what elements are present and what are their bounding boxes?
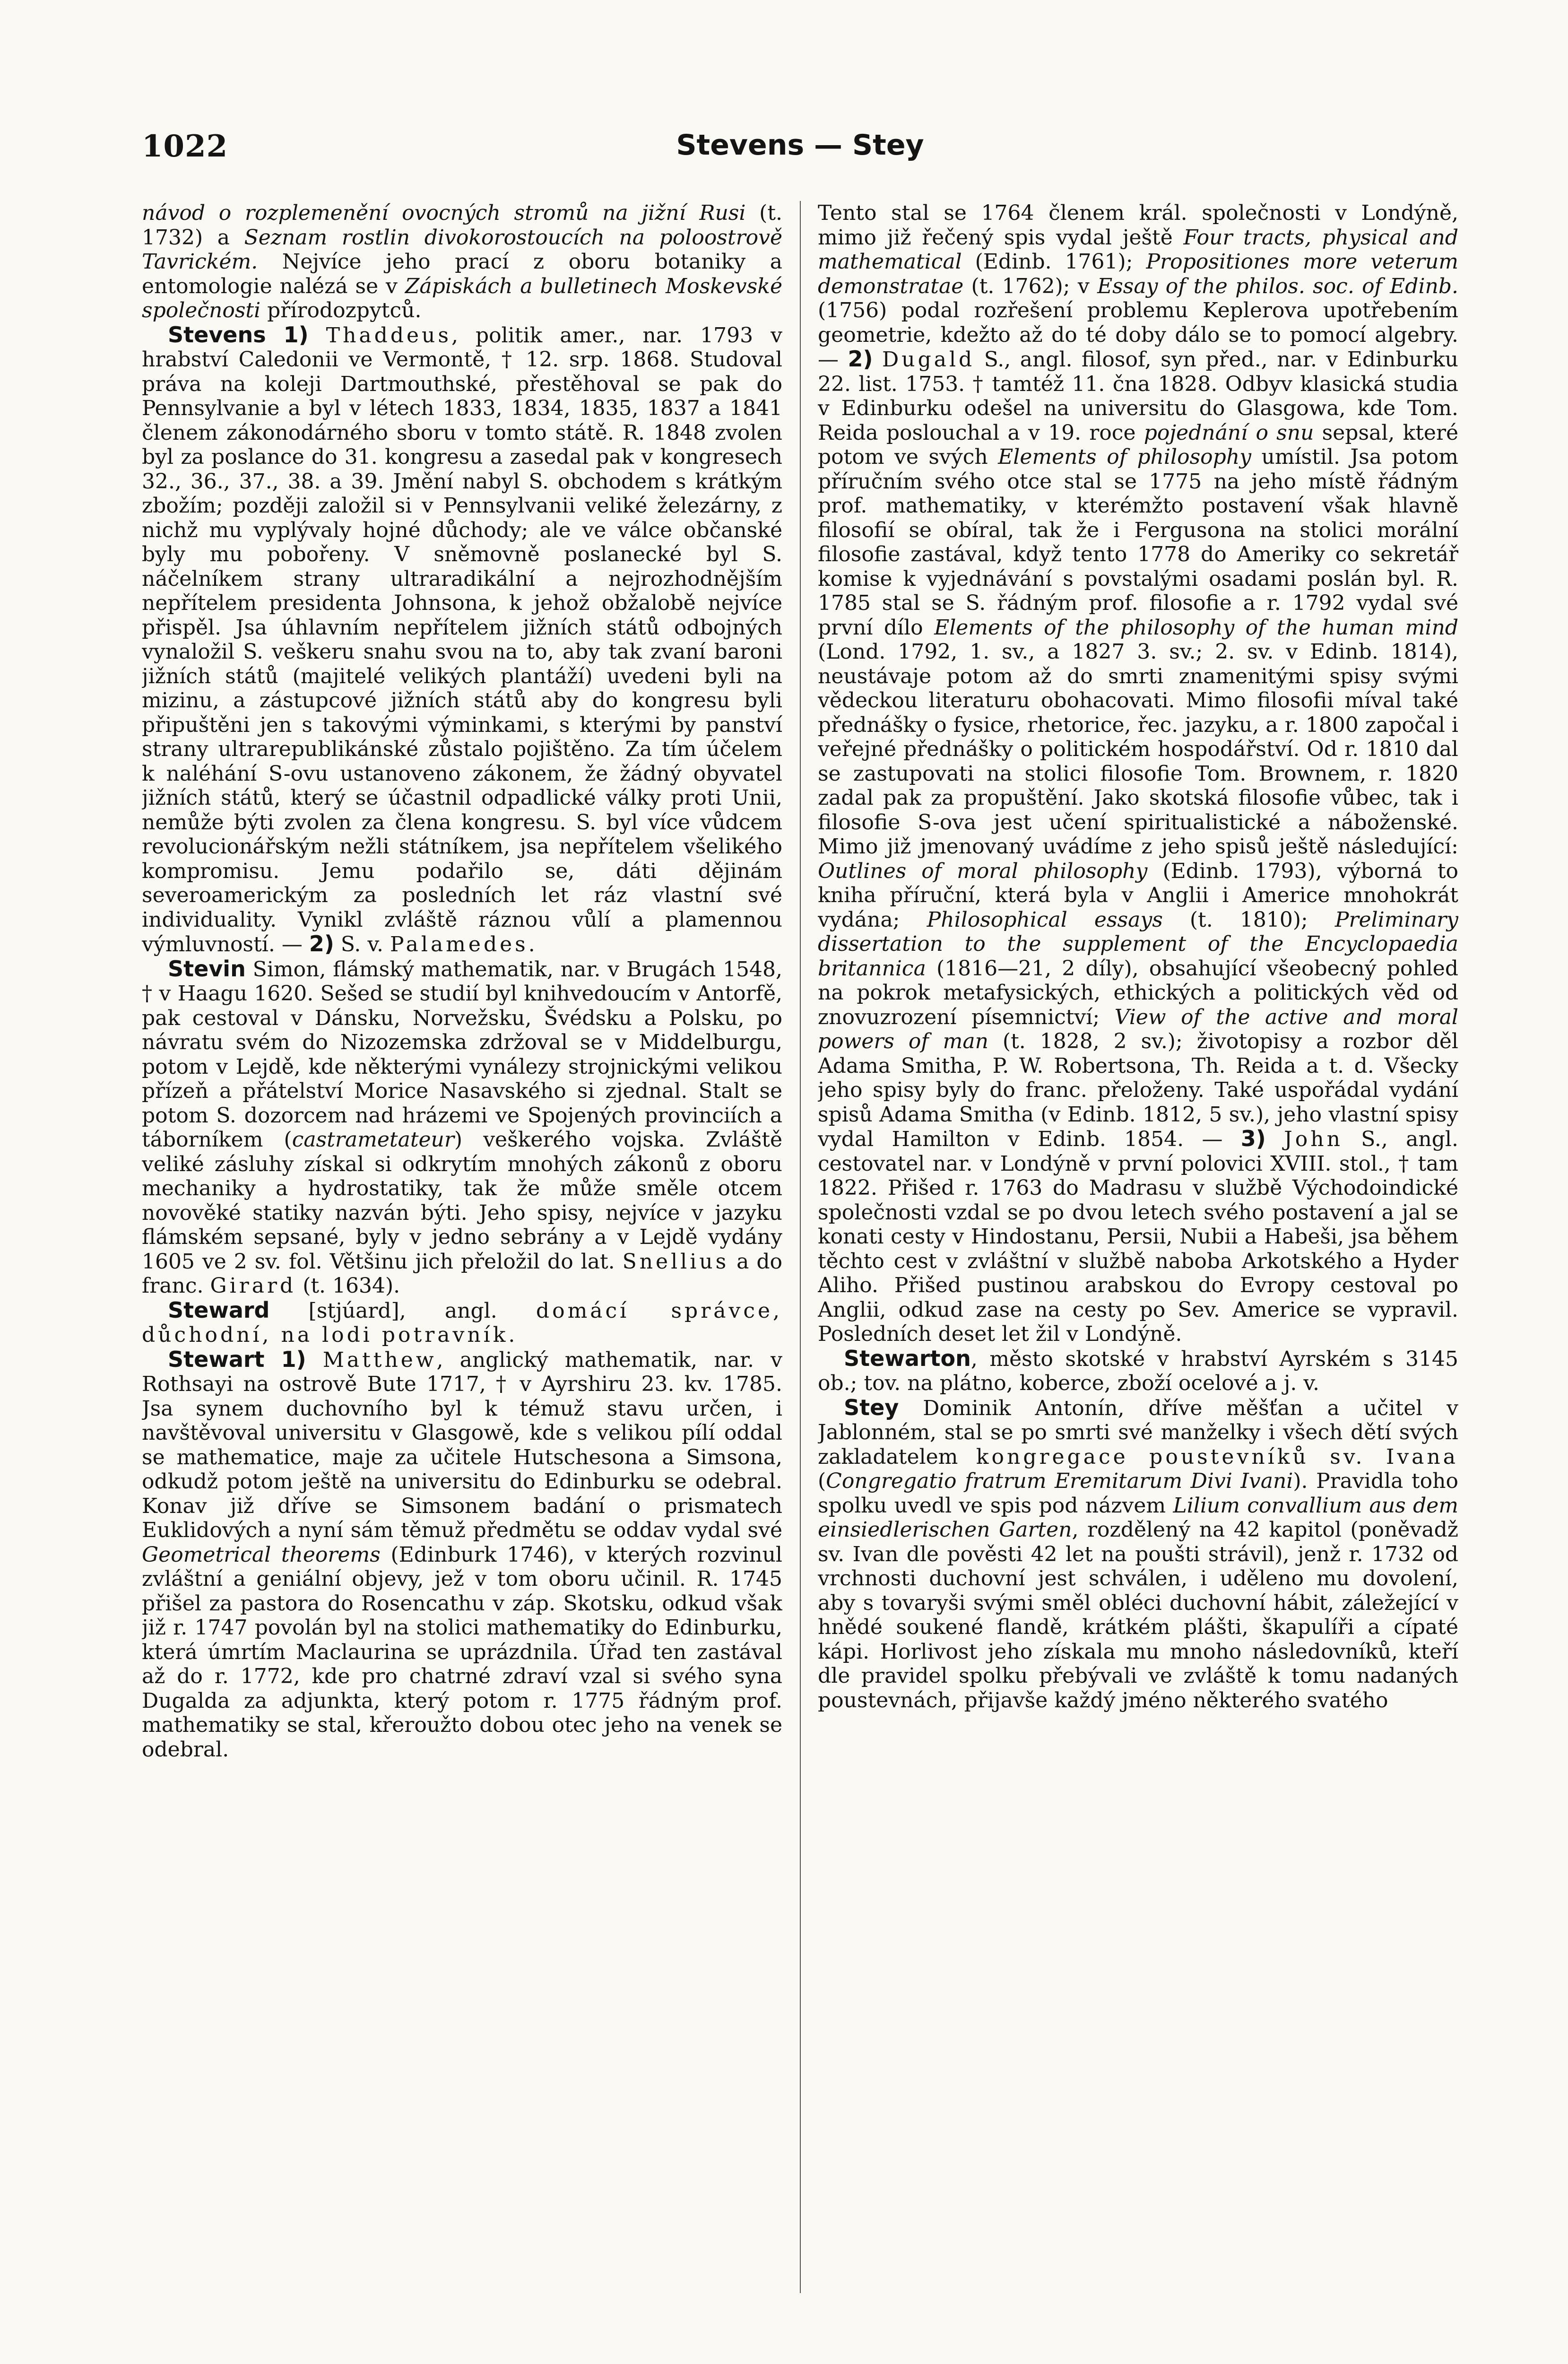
headword: 2) — [309, 931, 334, 956]
headword: 3) — [1240, 1126, 1266, 1151]
dictionary-entry — [142, 1298, 782, 1347]
headword: Stevin — [168, 956, 246, 982]
entry-text: a do franc. — [142, 1249, 782, 1298]
entry-text — [266, 323, 284, 348]
entry-text: (1756) podal rozřešení problemu Keplerova upotřebením geometrie, kdežto až do té doby dálo se to pomocí algebry. — — [818, 298, 1458, 372]
entry-continuation — [142, 201, 782, 323]
entry-text: (1816—21, 2 díly), obsahující všeobecný pohled na pokrok metafysických, ethických a politických věd od znovuzrození písemnictví; — [818, 956, 1458, 1029]
entry-text — [265, 1348, 281, 1372]
italic-text: castrametateur — [292, 1128, 454, 1152]
entry-text: [stjúard], angl. — [269, 1298, 536, 1323]
italic-text: Outlines of moral philosophy — [818, 859, 1148, 883]
italic-text: návod o rozplemenění ovocných stromů na jižní Rusi — [142, 201, 746, 225]
headword: 1) — [283, 322, 309, 348]
column-divider — [800, 201, 801, 2293]
spaced-text: Girard — [210, 1274, 296, 1298]
headword: Stewarton — [844, 1345, 971, 1371]
entry-text: (t. 1732) a — [142, 201, 782, 250]
dictionary-entry — [142, 323, 782, 957]
dictionary-entry — [818, 1396, 1458, 1713]
entry-text — [873, 348, 882, 372]
entry-text — [306, 1348, 323, 1372]
entry-text: ( — [818, 1469, 826, 1493]
spaced-text: Snellius — [622, 1249, 729, 1274]
italic-text: Seznam rostlin divokorostoucích na poloostrově Tavrickém. — [142, 225, 782, 274]
entry-text: (t. 1810); — [1162, 907, 1335, 932]
entry-text: (Edinburk 1746), v kterých rozvinul zvláštní a geniální objevy, jež v tom oboru učinil. R. 1745 přišel za pastora do Rosencathu v záp. Skotsku, odkud však již r. 1747 povolán byl na stolici mathematiky do Edinburku, která úmrtím Maclaurina se uprázdnila. Úřad ten zastával až do r. 1772, kde pro chatrné zdraví vzal si svého syna Dugalda za adjunkta, který potom r. 1775 řádným prof. mathematiky se stal, křeroužto dobou otec jeho na venek se odebral. — [142, 1542, 782, 1762]
entry-text: Nejvíce jeho prací z oboru botaniky a entomologie nalézá se v — [142, 250, 782, 298]
italic-text: View of the active and moral powers of man — [818, 1005, 1458, 1053]
italic-text: Elements of the philosophy of the human mind — [934, 615, 1458, 640]
entry-text: , politik amer., nar. 1793 v hrabství Caledonii ve Vermontě, † 12. srp. 1868. Studoval práva na koleji Dartmouthské, přestěhoval se pak do Pennsylvanie a byl v létech 1833, 1834, 1835, 1837 a 1841 členem zákonodárného sboru v tomto státě. R. 1848 zvolen byl za poslance do 31. kongresu a zasedal pak v kongresech 32., 36., 37., 38. a 39. Jmění nabyl S. obchodem s krátkým zbožím; později založil si v Pennsylvanii veliké železárny, z nichž mu vyplývaly hojné důchody; ale ve válce občanské byly mu pobořeny. V sněmovně poslanecké byl S. náčelníkem strany ultraradikální a nejrozhodnějším nepřítelem presidenta Johnsona, k jehož obžalobě nejvíce přispěl. Jsa úhlavním nepřítelem jižních států odbojných vynaložil S. veškeru snahu svou na to, aby tak zvaní baroni jižních států (majitelé velikých plantáží) uvedeni byli na mizinu, a zástupcové jižních států aby do kongresu byli připuštěni jen s takovými výminkami, s kterými by panství strany ultrarepublikánské zůstalo pojištěno. Za tím účelem k naléhání S-ovu ustanoveno zákonem, že žádný obyvatel jižních států, který se účastnil odpadlické války proti Unii, nemůže býti zvolen za člena kongresu. S. byl více vůdcem revolucionářským nežli státníkem, jsa nepřítelem všelikého kompromisu. Jemu podařilo se, dáti dějinám severoamerickým za posledních let ráz vlastní své individuality. Vynikl zvláště ráznou vůlí a plamennou výmluvností. — — [142, 323, 782, 956]
entry-text — [1266, 1127, 1284, 1151]
headword: 1) — [281, 1346, 306, 1372]
spaced-text: John — [1284, 1127, 1343, 1151]
headword: Stewart — [168, 1346, 265, 1372]
headword: Steward — [168, 1297, 270, 1323]
entry-text: (Edinb. 1761); — [962, 250, 1146, 274]
spaced-text: Dugald — [882, 348, 975, 372]
entry-text: (t. 1828, 2 sv.); životopisy a rozbor děl Adama Smitha, P. W. Robertsona, Th. Reida a t. d. Všecky jeho spisy byly do franc. přeloženy. Také uspořádal vydání spisů Adama Smitha (v Edinb. 1812, 5 sv.), jeho vlastní spisy vydal Hamilton v Edinb. 1854. — — [818, 1029, 1458, 1151]
headword: 2) — [848, 346, 873, 372]
entry-text: Simon, flámský mathematik, nar. v Brugách 1548, † v Haagu 1620. Sešed se studií byl knihvedoucím v Antorfě, pak cestoval v Dánsku, Norvežsku, Švédsku a Polsku, po návratu svém do Nizozemska zdržoval se v Middelburgu, potom v Lejdě, kde některými vynálezy strojnickými velikou přízeň a přátelství Morice Nasavského si zjednal. Stalt se potom S. dozorcem nad hrázemi ve Spojených provinciích a táborníkem ( — [142, 957, 782, 1152]
italic-text: Lilium convallium aus dem einsiedlerischen Garten — [818, 1493, 1458, 1542]
italic-text: Elements of philosophy — [998, 445, 1252, 469]
italic-text: Propositiones more veterum demonstratae — [818, 250, 1458, 298]
entry-text: (Lond. 1792, 1. sv., a 1827 3. sv.; 2. sv. v Edinb. 1814), neustávaje potom až do smrti znamenitými spisy svými vědeckou literaturu obohacovati. Mimo filosofii míval také přednášky o fysice, rhetorice, řec. jazyku, a r. 1800 započal i veřejné přednášky o politickém hospodářství. Od r. 1810 dal se zastupovati na stolici filosofie Tom. Brownem, r. 1820 zadal pak za propuštění. Jako skotská filosofie vůbec, tak i filosofie S-ova jest učení spiritualistické a náboženské. Mimo již jmenovaný uvádíme z jeho spisů ještě následující: — [818, 640, 1458, 859]
italic-text: Philosophical essays — [927, 907, 1163, 932]
entry-continuation — [818, 201, 1458, 1347]
running-head: Stevens — Stey — [676, 129, 924, 162]
spaced-text: kongregace poustevníků sv. Ivana — [976, 1444, 1458, 1469]
left-column — [142, 201, 782, 2293]
page-number: 1022 — [142, 129, 228, 164]
entry-text: . — [528, 932, 535, 956]
entry-text: S. v. — [334, 932, 390, 956]
entry-text: ) veškerého vojska. Zvláště veliké zásluhy získal si odkrytím mnohých zákonů z oboru mechaniky a hydrostatiky, tak že může směle otcem novověké statiky nazván býti. Jeho spisy, nejvíce v jazyku flámském sepsané, byly v jedno sebrány a v Lejdě vydány 1605 ve 2 sv. fol. Většinu jich přeložil do lat. — [142, 1128, 782, 1274]
italic-text: Preliminary dissertation to the supplement of the Encyclopaedia britannica — [818, 907, 1458, 981]
entry-text: . — [508, 1323, 515, 1347]
dictionary-entry — [142, 957, 782, 1298]
spaced-text: Matthew — [322, 1347, 437, 1372]
entry-text: , rozdělený na 42 kapitol (poněvadž sv. Ivan dle pověsti 42 let na poušti strávil), jenž r. 1732 od vrchnosti duchovní jest schválen, i uděleno mu dovolení, aby s tovaryši svými směl obléci duchovní hábit, záležející v hnědé soukené flandě, krátkém plášti, škapulíři a cípaté kápi. Horlivost jeho získala mu mnoho následovníků, kteří dle pravidel spolku přebývali ve zvláště k tomu nadaných poustevnách, přijavše každý jméno některého svatého — [818, 1518, 1458, 1712]
text-columns — [142, 201, 1458, 2293]
spaced-text: Palamedes — [390, 932, 528, 956]
entry-text — [309, 323, 326, 348]
entry-text: Dominik Antonín, dříve měšťan a učitel v Jablonném, stal se po smrti své manželky i všech dětí svých zakladatelem — [818, 1396, 1458, 1469]
italic-text: Four tracts, physical and mathematical — [818, 225, 1458, 274]
italic-text: Zápiskách a bulletinech Moskevské společnosti — [142, 274, 782, 322]
italic-text: Congregatio fratrum Eremitarum Divi Ivani — [826, 1469, 1293, 1493]
italic-text: pojednání o snu — [1144, 420, 1314, 445]
dictionary-entry — [142, 1347, 782, 1762]
spaced-text: domácí správce, důchodní, na lodi potravník — [142, 1298, 782, 1347]
entry-text: S., angl. cestovatel nar. v Londýně v první polovici XVIII. stol., † tam 1822. Přišed r. 1763 do Madrasu v službě Východoindické společnosti vzdal se po dvou letech svého postavení a jal se konati cesty v Hindostanu, Persii, Nubii a Habeši, jsa během těchto cest v zvláštní v službě naboba Arkotského a Hyder Aliho. Přišed pustinou arabskou do Evropy cestoval po Anglii, odkud zase na cesty po Sev. Americe se vypravil. Posledních deset let žil v Londýně. — [818, 1127, 1458, 1346]
headword: Stevens — [168, 322, 266, 348]
entry-text: ). Pravidla toho spolku uvedl ve spis pod názvem — [818, 1469, 1458, 1518]
entry-text: Tento stal se 1764 členem král. společnosti v Londýně, mimo již řečený spis vydal ještě — [818, 201, 1458, 250]
entry-text: sepsal, které potom ve svých — [818, 420, 1458, 469]
headword: Stey — [844, 1394, 899, 1420]
entry-text: , anglický mathematik, nar. v Rothsayi na ostrově Bute 1717, † v Ayrshiru 23. kv. 1785. Jsa synem duchovního byl k témuž stavu určen, i navštěvoval universitu v Glasgowě, kde s velikou pílí oddal se mathematice, maje za učitele Hutschesona a Simsona, odkudž potom ještě na universitu do Edinburku se odebral. Konav již dříve se Simsonem badání o prismatech Euklidových a nyní sám těmuž předmětu se oddav vydal své — [142, 1347, 782, 1542]
entry-text: umístil. Jsa potom příručním svého otce stal se 1775 na jeho místě řádným prof. mathematiky, v kterémžto postavení však hlavně filosofií se obíral, tak že i Fergusona na stolici morální filosofie zastával, když tento 1778 do Ameriky co sekretář komise k vyjednávání s povstalými osadami poslán byl. R. 1785 stal se S. řádným prof. filosofie a r. 1792 vydal své první dílo — [818, 445, 1458, 640]
entry-text: přírodozpytců. — [260, 298, 422, 322]
right-column — [818, 201, 1458, 2293]
spaced-text: Thaddeus — [326, 323, 451, 348]
italic-text: Essay of the philos. soc. of Edinb. — [1097, 274, 1458, 298]
entry-text: (t. 1762); v — [963, 274, 1098, 298]
page-header — [142, 129, 1458, 181]
entry-text: (Edinb. 1793), výborná to kniha příruční, která byla v Anglii i Americe mnohokrát vydána; — [818, 859, 1458, 932]
entry-text: (t. 1634). — [296, 1274, 400, 1298]
italic-text: Geometrical theorems — [142, 1542, 381, 1567]
dictionary-entry — [818, 1347, 1458, 1396]
entry-text: , město skotské v hrabství Ayrském s 3145 ob.; tov. na plátno, koberce, zboží ocelové a j. v. — [818, 1347, 1458, 1395]
entry-text: S., angl. filosof, syn před., nar. v Edinburku 22. list. 1753. † tamtéž 11. čna 1828. Odbyv klasická studia v Edinburku odešel na universitu do Glasgowa, kde Tom. Reida poslouchal a v 19. roce — [818, 348, 1458, 445]
